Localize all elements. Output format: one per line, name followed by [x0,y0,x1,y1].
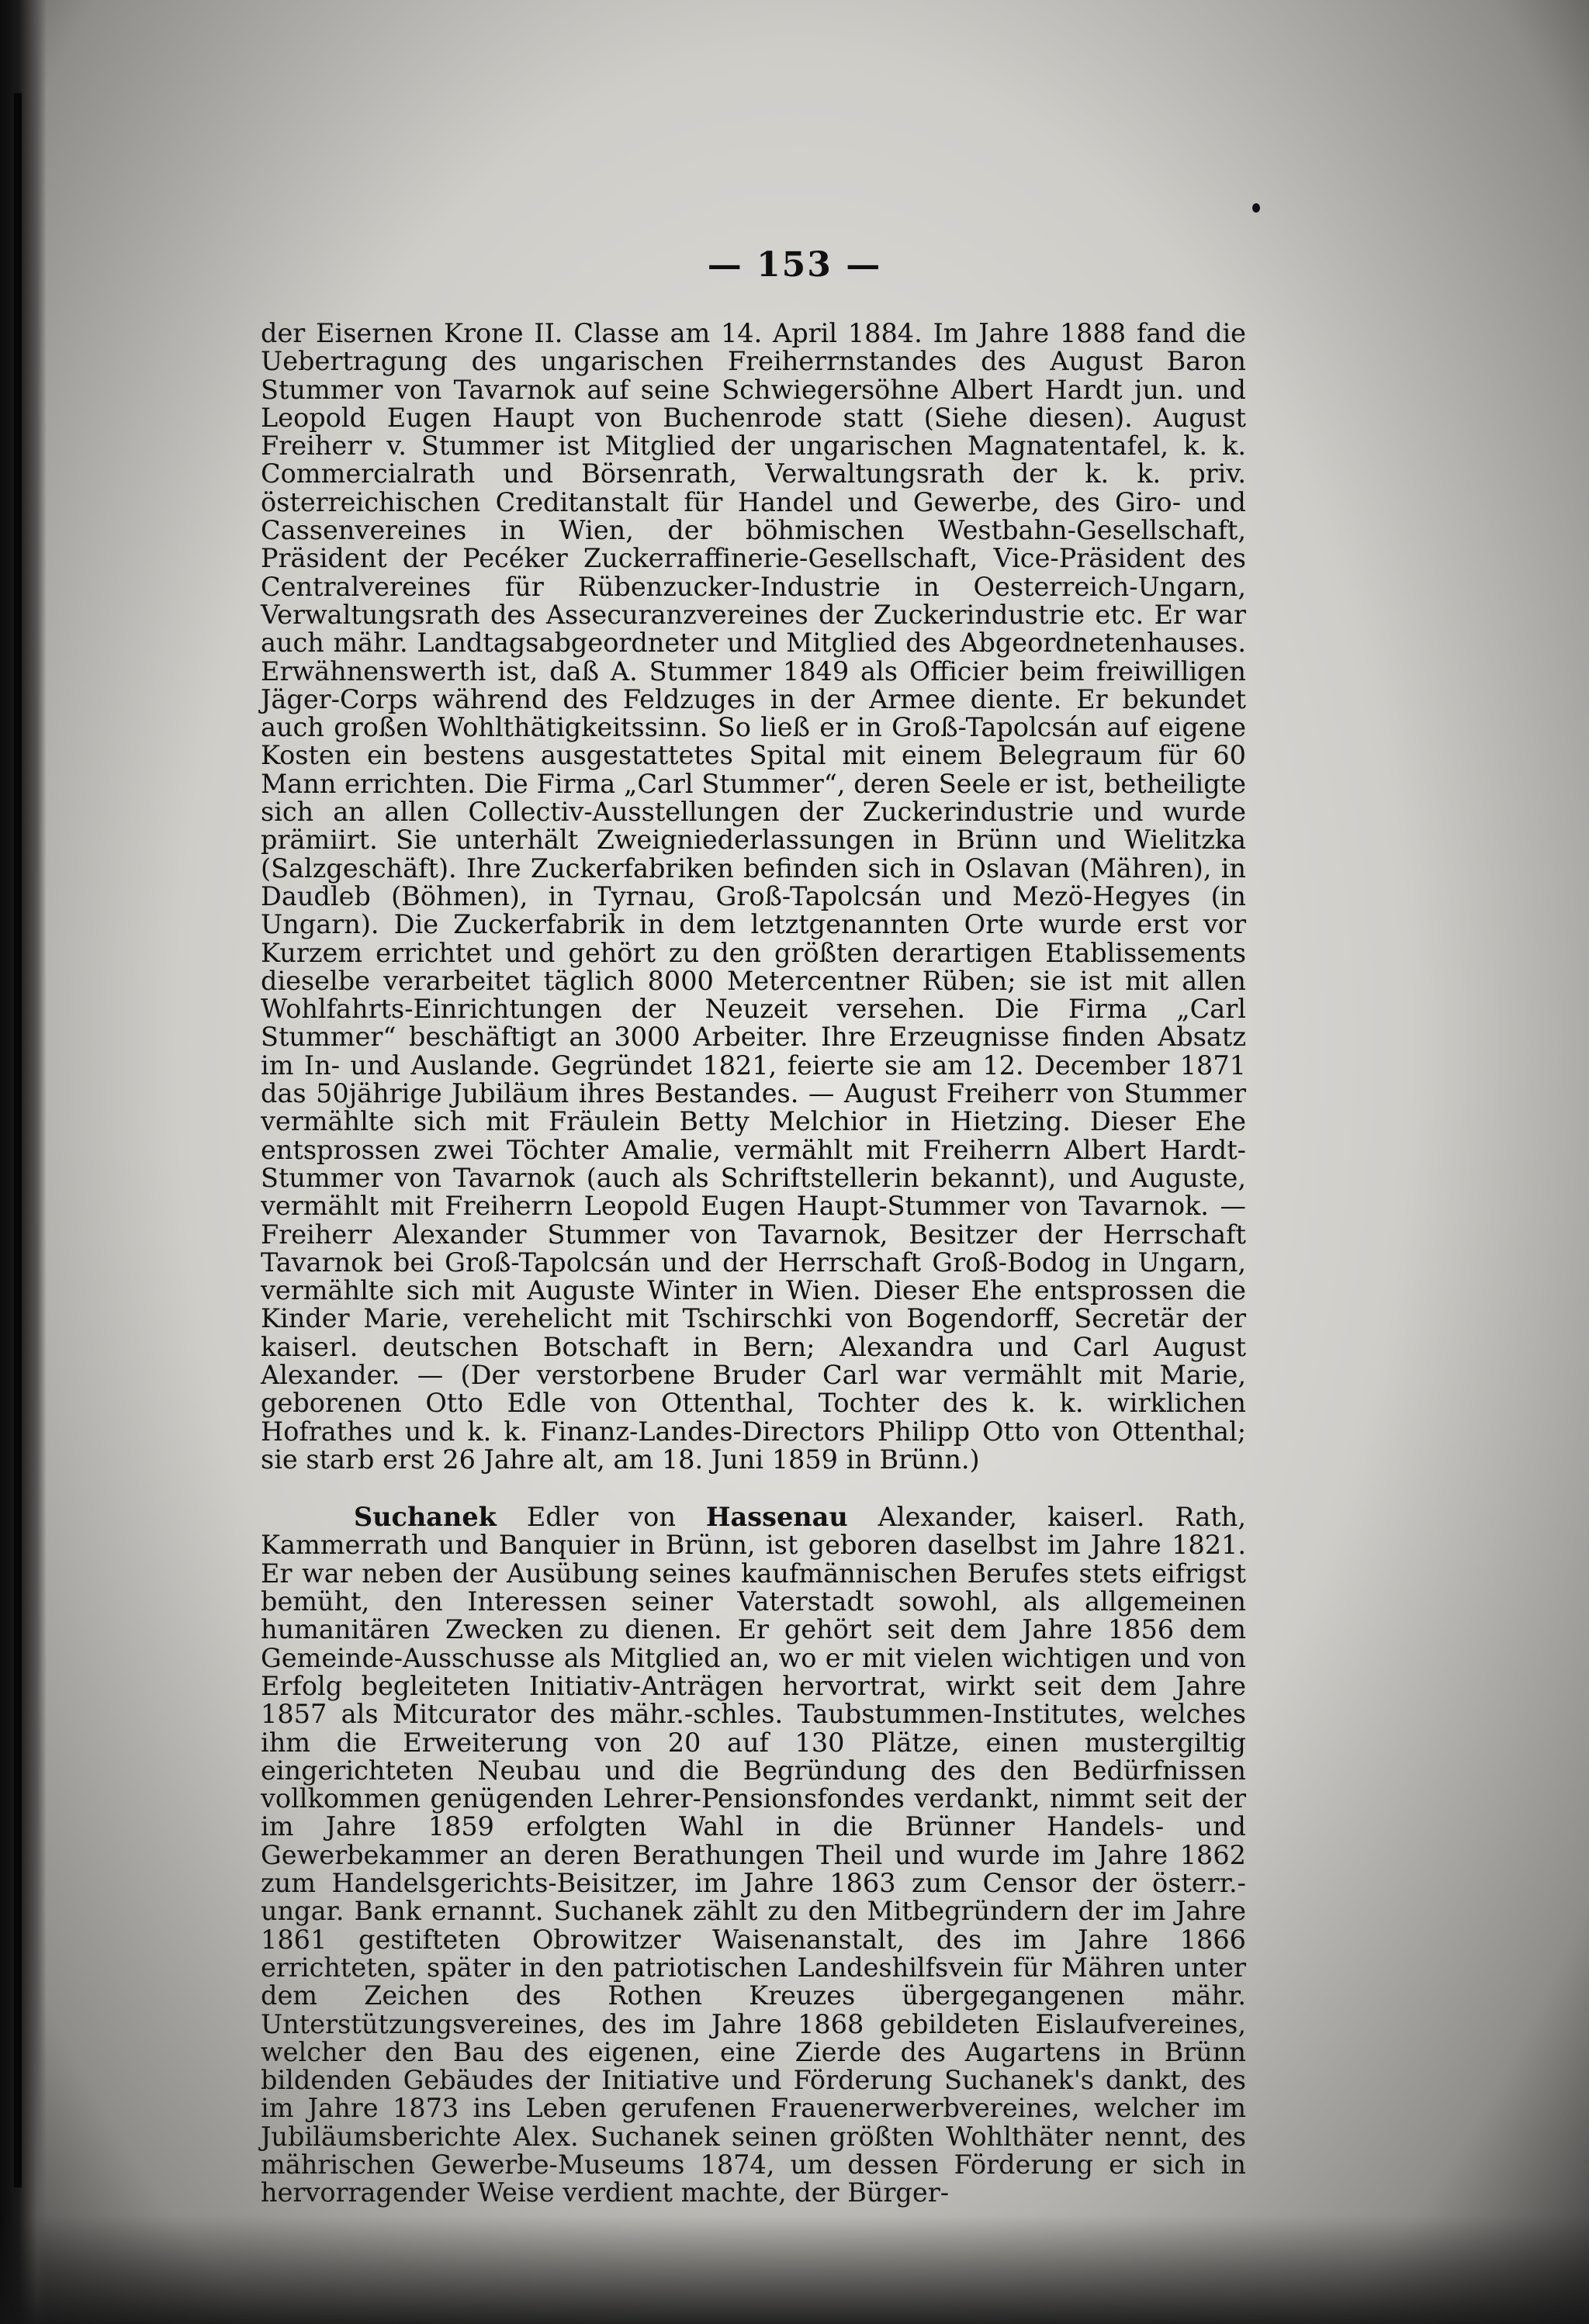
stummer-paragraph: der Eisernen Krone II. Classe am 14. April 1884. Im Jahre 1888 fand die Uebertragung des ungarischen Freiherrnstandes des August Baron Stummer von Tavarnok auf seine Schwiegersöhne Albert Hardt jun. und Leopold Eugen Haupt von Buchenrode statt (Siehe diesen). August Freiherr v. Stummer ist Mitglied der ungarischen Magnatentafel, k. k. Commercialrath und Börsenrath, Verwaltungsrath der k. k. priv. österreichischen Creditanstalt für Handel und Gewerbe, des Giro- und Cassenvereines in Wien, der böhmischen Westbahn-Gesellschaft, Präsident der Pecéker Zuckerraffinerie-Gesellschaft, Vice-Präsident des Centralvereines für Rübenzucker-Industrie in Oesterreich-Ungarn, Verwaltungsrath des Assecuranzvereines der Zuckerindustrie etc. Er war auch mähr. Landtagsabgeordneter und Mitglied des Abgeordnetenhauses. Erwähnenswerth ist, daß A. Stummer 1849 als Officier beim freiwilligen Jäger-Corps während des Feldzuges in der Armee diente. Er bekundet auch großen Wohlthätigkeitssinn. So ließ er in Groß-Tapolcsán auf eigene Kosten ein bestens ausgestattetes Spital mit einem Belegraum für 60 Mann errichten. Die Firma „Carl Stummer“, deren Seele er ist, betheiligte sich an allen Collectiv-Ausstellungen der Zuckerindustrie und wurde prämiirt. Sie unterhält Zweigniederlassungen in Brünn und Wielitzka (Salzgeschäft). Ihre Zuckerfabriken befinden sich in Oslavan (Mähren), in Daudleb (Böhmen), in Tyrnau, Groß-Tapolcsán und Mezö-Hegyes (in Ungarn). Die Zuckerfabrik in dem letztgenannten Orte wurde erst vor Kurzem errichtet und gehört zu den größten derartigen Etablissements dieselbe verarbeitet täglich 8000 Metercentner Rüben; sie ist mit allen Wohlfahrts-Einrichtungen der Neuzeit versehen. Die Firma „Carl Stummer“ beschäftigt an 3000 Arbeiter. Ihre Erzeugnisse finden Absatz im In- und Auslande. Gegründet 1821, feierte sie am 12. December 1871 das 50jährige Jubiläum ihres Bestandes. — August Freiherr von Stummer vermählte sich mit Fräulein Betty Melchior in Hietzing. Dieser Ehe entsprossen zwei Töchter Amalie, vermählt mit Freiherrn Albert Hardt-Stummer von Tavarnok (auch als Schriftstellerin bekannt), und Auguste, vermählt mit Freiherrn Leopold Eugen Haupt-Stummer von Tavarnok. — Freiherr Alexander Stummer von Tavarnok, Besitzer der Herrschaft Tavarnok bei Groß-Tapolcsán und der Herrschaft Groß-Bodog in Ungarn, vermählte sich mit Auguste Winter in Wien. Dieser Ehe entsprossen die Kinder Marie, verehelicht mit Tschirschki von Bogendorff, Secretär der kaiserl. deutschen Botschaft in Bern; Alexandra und Carl August Alexander. — (Der verstorbene Bruder Carl war vermählt mit Marie, geborenen Otto Edle von Ottenthal, Tochter des k. k. wirklichen Hofrathes und k. k. Finanz-Landes-Directors Philipp Otto von Ottenthal; sie starb erst 26 Jahre alt, am 18. Juni 1859 in Brünn.) [261,318,1246,1475]
entry-surname: Suchanek [354,1502,497,1533]
bottom-edge-shadow [0,2215,1589,2324]
ink-speck [1252,203,1260,213]
page-number: — 153 — [707,245,882,285]
binding-edge [0,0,47,2324]
entry-title-name: Hassenau [705,1502,848,1533]
binding-line [14,93,22,2187]
body-text [261,320,1246,2208]
entry-title-mid: Edler von [526,1502,676,1533]
suchanek-paragraph [261,1503,1246,2207]
entry-body: Alexander, kaiserl. Rath, Kammerrath und Banquier in Brünn, ist geboren daselbst im Jahre 1821. Er war neben der Ausübung seines kaufmännischen Berufes stets eifrigst bemüht, den Interessen seiner Vaterstadt sowohl, als allgemeinen humanitären Zwecken zu dienen. Er gehört seit dem Jahre 1856 dem Gemeinde-Ausschusse als Mitglied an, wo er mit vielen wichtigen und von Erfolg begleiteten Initiativ-Anträgen hervortrat, wirkt seit dem Jahre 1857 als Mitcurator des mähr.-schles. Taubstummen-Institutes, welches ihm die Erweiterung von 20 auf 130 Plätze, einen mustergiltig eingerichteten Neubau und die Begründung des den Bedürfnissen vollkommen genügenden Lehrer-Pensionsfondes verdankt, nimmt seit der im Jahre 1859 erfolgten Wahl in die Brünner Handels- und Gewerbekammer an deren Berathungen Theil und wurde im Jahre 1862 zum Handelsgerichts-Beisitzer, im Jahre 1863 zum Censor der österr.-ungar. Bank ernannt. Suchanek zählt zu den Mitbegründern der im Jahre 1861 gestifteten Obrowitzer Waisenanstalt, des im Jahre 1866 errichteten, später in den patriotischen Landeshilfsvein für Mähren unter dem Zeichen des Rothen Kreuzes übergegangenen mähr. Unterstützungsvereines, des im Jahre 1868 gebildeten Eislaufvereines, welcher den Bau des eigenen, eine Zierde des Augartens in Brünn bildenden Gebäudes der Initiative und Förderung Suchanek's dankt, des im Jahre 1873 ins Leben gerufenen Frauenerwerbvereines, welcher im Jubiläumsberichte Alex. Suchanek seinen größten Wohlthäter nennt, des mährischen Gewerbe-Museums 1874, um dessen Förderung er sich in hervorragender Weise verdient machte, der Bürger- [261,1502,1246,2208]
